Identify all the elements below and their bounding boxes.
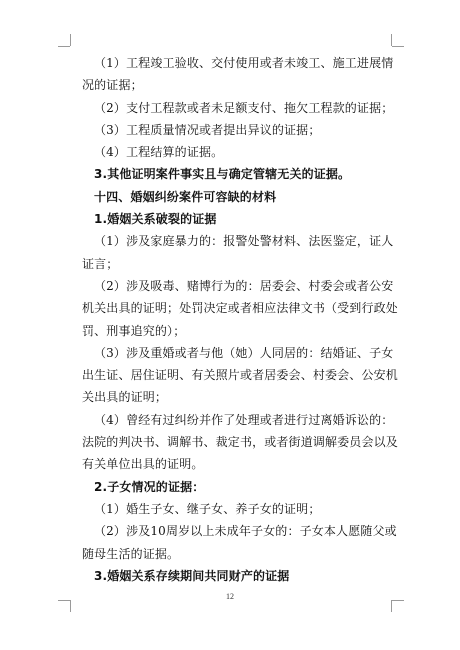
subheading: 3.婚姻关系存续期间共同财产的证据 — [94, 568, 290, 583]
text-line: （4）曾经有过纠纷并作了处理或者进行过离婚诉讼的： — [94, 412, 394, 427]
text-line: 关出具的证明； — [82, 390, 168, 405]
crop-mark — [391, 600, 392, 612]
subheading: 2.子女情况的证据： — [94, 479, 205, 494]
text-line: （2）支付工程款或者未足额支付、拖欠工程款的证据； — [94, 100, 394, 115]
text-line: 出生证、居住证明、有关照片或者居委会、村委会、公安机 — [82, 368, 398, 383]
text-line: 况的证据； — [82, 78, 143, 93]
text-line: （4）工程结算的证据。 — [94, 145, 224, 160]
text-line: （2）涉及吸毒、赌博行为的：居委会、村委会或者公安 — [94, 278, 394, 293]
section-heading: 十四、婚姻纠纷案件可容缺的材料 — [94, 189, 277, 204]
crop-mark — [392, 46, 404, 47]
crop-mark — [70, 600, 71, 612]
text-line: （1）婚生子女、继子女、养子女的证明； — [94, 501, 321, 516]
document-body — [82, 52, 398, 587]
crop-mark — [391, 34, 392, 46]
text-line: 有关单位出具的证明。 — [82, 457, 204, 472]
text-line: 机关出具的证明；处罚决定或者相应法律文书（受到行政处 — [82, 301, 398, 316]
text-line: 证言； — [82, 256, 119, 271]
crop-mark — [58, 46, 70, 47]
text-line: 罚、刑事追究的）； — [82, 323, 186, 338]
text-line: 法院的判决书、调解书、裁定书，或者街道调解委员会以及 — [82, 435, 398, 450]
text-line: （1）涉及家庭暴力的：报警处警材料、法医鉴定，证人 — [94, 234, 394, 249]
subheading: 3.其他证明案件事实且与确定管辖无关的证据。 — [94, 167, 351, 182]
crop-mark — [70, 34, 71, 46]
text-line: （3）涉及重婚或者与他（她）人同居的：结婚证、子女 — [94, 345, 394, 360]
text-line: 随母生活的证据。 — [82, 546, 180, 561]
page-number: 12 — [226, 592, 234, 601]
text-line: （3）工程质量情况或者提出异议的证据； — [94, 122, 321, 137]
subheading: 1.婚姻关系破裂的证据 — [94, 212, 217, 227]
text-line: （2）涉及10周岁以上未成年子女的：子女本人愿随父或 — [94, 524, 397, 539]
text-line: （1）工程竣工验收、交付使用或者未竣工、施工进展情 — [94, 56, 394, 70]
